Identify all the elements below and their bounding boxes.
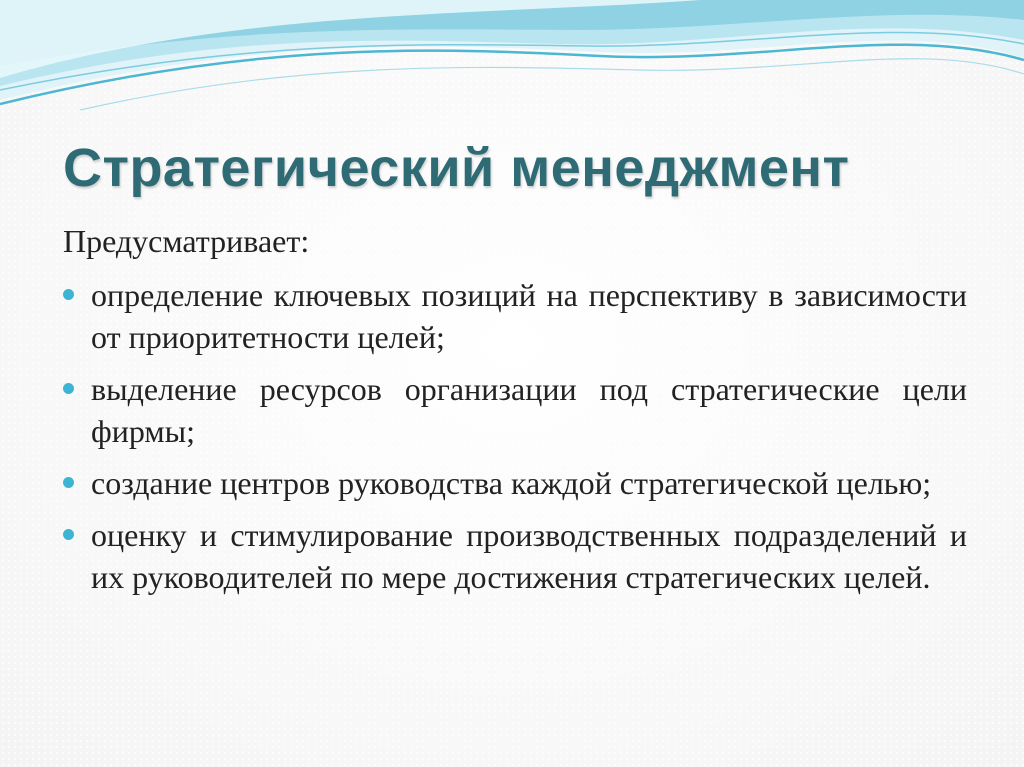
bullet-dot-icon [63,383,74,394]
bullet-list [63,274,967,598]
list-item-text: выделение ресурсов организации под стратегические цели фирмы; [91,371,967,449]
decorative-wave-header [0,0,1024,120]
list-item [63,514,967,598]
list-item [63,274,967,358]
list-item [63,368,967,452]
list-item-text: создание центров руководства каждой стратегической целью; [91,465,932,501]
bullet-dot-icon [63,477,74,488]
slide-title: Стратегический менеджмент [63,138,850,198]
bullet-dot-icon [63,289,74,300]
list-item [63,462,967,504]
list-item-text: оценку и стимулирование производственных подразделений и их руководителей по мере достижения стратегических целей. [91,517,967,595]
intro-text: Предусматривает: [63,223,310,259]
list-item-text: определение ключевых позиций на перспективу в зависимости от приоритетности целей; [91,277,967,355]
slide-body [63,220,967,608]
bullet-dot-icon [63,529,74,540]
